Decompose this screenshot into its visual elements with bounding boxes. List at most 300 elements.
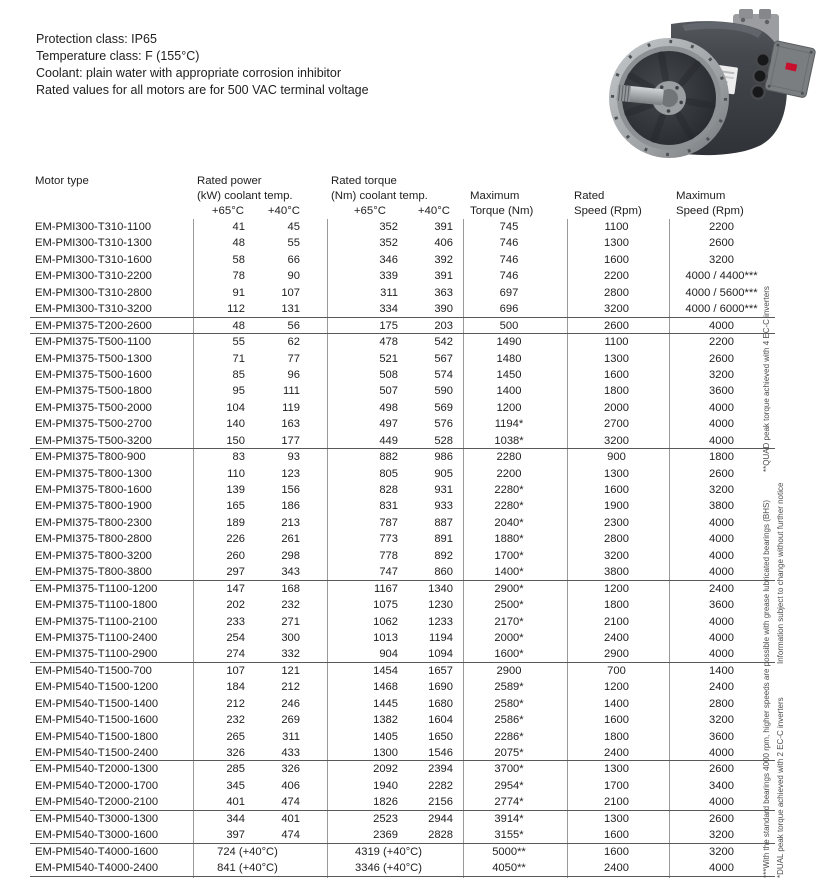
motor-type-cell: EM-PMI375-T500-3200 [35,434,152,447]
table-row [30,531,775,547]
max-speed-cell: 3200 [709,714,734,727]
max-torque-cell: 3700* [494,763,524,776]
rated-speed-cell: 2400 [604,747,629,759]
rated-power-65-cell: 139 [226,484,245,496]
motor-type-cell: EM-PMI375-T1100-1200 [35,582,158,595]
rated-torque-40-cell: 1604 [428,714,453,727]
rated-torque-40-cell: 891 [434,533,453,546]
rated-speed-cell: 2600 [604,319,629,332]
rated-power-40-cell: 212 [281,681,300,694]
rated-power-65-cell: 233 [226,615,245,628]
rated-power-40-cell: 474 [281,829,300,842]
col-header-torque-40: +40°C [417,205,450,217]
rated-torque-65-cell: 1075 [373,599,398,612]
max-speed-cell: 4000 [709,434,734,447]
rated-power-65-cell: 147 [226,582,245,595]
rated-power-65-cell: 297 [226,566,245,579]
rated-torque-40-cell: 1690 [428,681,453,694]
rated-torque-65-cell: 449 [379,434,398,447]
rated-power-40-cell: 186 [281,500,300,513]
max-torque-cell: 500 [499,319,519,332]
rated-power-65-cell: 401 [226,796,245,809]
motor-type-cell: EM-PMI300-T310-3200 [35,303,152,316]
rated-power-40-cell: 131 [281,303,300,316]
rated-power-65-cell: 112 [227,303,245,316]
max-torque-cell: 2200 [496,467,522,480]
max-speed-cell: 2600 [709,763,734,776]
rated-power-40-cell: 168 [281,582,300,595]
table-row [30,285,775,301]
motor-type-cell: EM-PMI540-T3000-1600 [35,829,159,842]
rated-torque-40-cell: 933 [434,500,453,513]
max-torque-cell: 4050** [492,862,526,875]
max-torque-cell: 2286* [494,730,524,743]
max-speed-cell: 4000 [709,796,734,809]
max-torque-cell: 1400 [496,385,522,398]
rated-torque-65-cell: 1468 [373,681,398,694]
table-row [30,383,775,399]
rated-speed-cell: 1200 [604,582,629,595]
table-row [30,729,775,745]
rated-power-65-cell: 397 [226,829,245,842]
table-row [30,811,775,827]
max-speed-cell: 4000 [709,418,734,431]
rated-power-40-cell: 271 [281,615,300,628]
table-row [30,466,775,482]
col-header-max-torque-1: Maximum [470,190,520,202]
max-speed-cell: 2800 [709,697,734,710]
max-speed-cell: 4000 [709,319,734,332]
rated-power-65-cell: 71 [232,352,245,365]
rated-power-40-cell: 246 [281,697,300,710]
rated-power-40-cell: 107 [281,286,300,299]
motor-type-cell: EM-PMI540-T2000-1700 [35,779,159,792]
rated-torque-merged-cell: 4319 (+40°C) [355,845,422,858]
rated-speed-cell: 1700 [604,779,629,792]
rated-torque-65-cell: 497 [379,418,398,431]
rated-power-65-cell: 78 [232,270,245,283]
motor-type-cell: EM-PMI375-T200-2600 [35,319,152,332]
motor-type-cell: EM-PMI375-T500-1600 [35,368,152,381]
rated-power-40-cell: 343 [281,566,300,579]
rated-power-65-cell: 184 [226,681,245,694]
rated-torque-40-cell: 986 [434,451,453,464]
rated-torque-40-cell: 574 [434,368,453,381]
rated-torque-65-cell: 828 [379,484,398,496]
rated-speed-cell: 2200 [604,270,629,283]
max-speed-cell: 4000 [709,566,734,579]
rated-torque-65-cell: 175 [379,319,398,332]
max-speed-cell: 3600 [709,599,734,612]
rated-torque-65-cell: 2092 [373,763,398,776]
motor-type-cell: EM-PMI375-T800-2300 [35,516,152,529]
rated-speed-cell: 1600 [604,484,629,496]
max-torque-cell: 1600* [494,648,524,661]
rated-power-40-cell: 406 [281,779,300,792]
rated-torque-65-cell: 334 [379,303,398,316]
table-row [30,761,775,777]
max-speed-cell: 2600 [709,467,734,480]
motor-type-cell: EM-PMI375-T500-2000 [35,401,152,414]
motor-type-cell: EM-PMI300-T310-1600 [35,253,152,266]
rated-speed-cell: 1600 [604,714,629,727]
max-speed-cell: 4000 / 5600*** [685,286,758,299]
max-torque-cell: 697 [499,286,519,299]
rated-speed-cell: 1200 [604,681,629,694]
footnote-bearings: ***With the standard bearings 4000 rpm, higher speeds are possible with grease lubricated bearings (BHS) [762,500,771,878]
rated-torque-65-cell: 1445 [373,697,398,710]
max-speed-cell: 4000 [709,615,734,628]
table-row [30,844,775,860]
rated-torque-65-cell: 498 [379,401,398,414]
col-header-torque-unit: (Nm) coolant temp. [331,190,428,202]
rated-torque-40-cell: 391 [434,221,453,233]
rated-power-40-cell: 111 [282,385,300,398]
motor-type-cell: EM-PMI540-T1500-700 [35,664,152,677]
col-header-power-40: +40°C [267,205,300,217]
rated-speed-cell: 1300 [604,352,629,365]
max-torque-cell: 2280* [494,484,524,496]
max-speed-cell: 2600 [709,812,734,825]
motor-type-cell: EM-PMI375-T1100-2100 [35,615,158,628]
motor-type-cell: EM-PMI300-T310-2800 [35,286,152,299]
rated-torque-65-cell: 1382 [373,714,398,727]
rated-torque-40-cell: 1680 [428,697,453,710]
rated-power-65-cell: 91 [232,286,245,299]
motor-type-cell: EM-PMI375-T800-1900 [35,500,152,513]
table-body [30,219,775,877]
max-speed-cell: 4000 [709,516,734,529]
max-torque-cell: 2075* [494,747,524,759]
motor-type-cell: EM-PMI540-T1500-1400 [35,697,159,710]
max-torque-cell: 2280* [494,500,524,513]
rated-torque-40-cell: 2828 [428,829,453,842]
rated-power-65-cell: 326 [226,747,245,759]
rated-torque-40-cell: 905 [434,467,453,480]
rated-torque-40-cell: 590 [434,385,453,398]
rated-power-65-cell: 107 [226,664,245,677]
table-row [30,482,775,498]
rated-torque-40-cell: 1194 [428,631,453,644]
max-speed-cell: 3600 [709,385,734,398]
rated-torque-40-cell: 390 [434,303,453,316]
table-row [30,548,775,564]
rated-power-65-cell: 48 [232,319,245,332]
table-row [30,416,775,432]
max-torque-cell: 2040* [494,516,524,529]
rated-torque-65-cell: 1013 [373,631,398,644]
max-torque-cell: 2900 [496,664,522,677]
rated-torque-65-cell: 311 [380,286,398,299]
col-header-power-unit: (kW) coolant temp. [197,190,293,202]
table-row [30,235,775,251]
table-row [30,367,775,383]
motor-type-cell: EM-PMI375-T800-900 [35,451,146,464]
max-speed-cell: 1800 [709,451,734,464]
rated-power-40-cell: 326 [281,763,300,776]
rated-power-65-cell: 254 [226,631,245,644]
col-header-power-65: +65°C [211,205,244,217]
motor-type-cell: EM-PMI540-T2000-2100 [35,796,159,809]
rated-torque-40-cell: 2282 [428,779,453,792]
rated-power-40-cell: 269 [281,714,300,727]
table-row [30,564,775,580]
motor-type-cell: EM-PMI375-T800-3800 [35,566,152,579]
rated-torque-40-cell: 567 [434,352,453,365]
rated-torque-65-cell: 1405 [373,730,398,743]
rated-speed-cell: 2800 [604,286,629,299]
col-header-rated-torque: Rated torque [331,175,397,187]
max-speed-cell: 4000 [709,533,734,546]
rated-torque-40-cell: 2944 [428,812,453,825]
rated-power-40-cell: 232 [281,599,300,612]
rated-power-65-cell: 344 [226,812,245,825]
rated-torque-40-cell: 528 [434,434,453,447]
rated-speed-cell: 1300 [604,237,629,250]
rated-power-40-cell: 311 [282,730,300,743]
max-speed-cell: 1400 [709,664,734,677]
rated-torque-40-cell: 1233 [428,615,453,628]
rated-torque-40-cell: 2394 [428,763,453,776]
rated-speed-cell: 1800 [604,599,629,612]
table-row [30,400,775,416]
rated-speed-cell: 1100 [604,221,629,233]
rated-torque-65-cell: 882 [379,451,398,464]
rated-power-40-cell: 55 [287,237,300,250]
rated-power-65-cell: 260 [226,549,245,562]
rated-power-40-cell: 96 [287,368,300,381]
motor-type-cell: EM-PMI300-T310-1100 [35,221,152,233]
spec-summary [36,31,369,99]
rated-torque-65-cell: 1454 [373,664,398,677]
rated-power-65-cell: 85 [232,368,245,381]
rated-torque-40-cell: 1094 [428,648,453,661]
rated-power-40-cell: 163 [281,418,300,431]
temperature-class-line: Temperature class: F (155°C) [36,49,200,63]
max-speed-cell: 4000 / 6000*** [685,303,758,316]
rated-power-40-cell: 45 [287,221,300,233]
motor-type-cell: EM-PMI540-T4000-2400 [35,862,159,875]
max-torque-cell: 1200 [496,401,522,414]
rated-values-line: Rated values for all motors are for 500 VAC terminal voltage [36,83,369,97]
max-speed-cell: 2200 [709,336,734,349]
table-row [30,252,775,268]
motor-type-cell: EM-PMI540-T4000-1600 [35,845,159,858]
max-speed-cell: 4000 [709,631,734,644]
max-speed-cell: 4000 [709,648,734,661]
rated-power-40-cell: 401 [281,812,300,825]
max-torque-cell: 1450 [496,368,522,381]
max-speed-cell: 2600 [709,237,734,250]
rated-power-65-cell: 95 [232,385,245,398]
motor-type-cell: EM-PMI375-T800-2800 [35,533,152,546]
rated-power-40-cell: 93 [287,451,300,464]
motor-type-cell: EM-PMI375-T500-1300 [35,352,152,365]
rated-power-40-cell: 121 [281,664,300,677]
max-speed-cell: 4000 [709,862,734,875]
rated-power-40-cell: 300 [281,631,300,644]
max-speed-cell: 3800 [709,500,734,513]
rated-power-40-cell: 177 [281,434,300,447]
rated-power-40-cell: 474 [281,796,300,809]
rated-torque-40-cell: 391 [434,270,453,283]
max-speed-cell: 3200 [709,368,734,381]
motor-type-cell: EM-PMI300-T310-1300 [35,237,152,250]
rated-speed-cell: 2100 [604,796,629,809]
rated-torque-65-cell: 1167 [373,582,398,595]
rated-speed-cell: 1300 [604,812,629,825]
max-torque-cell: 696 [499,303,519,316]
col-header-torque-65: +65°C [353,205,386,217]
rated-power-40-cell: 119 [282,401,300,414]
table-row [30,515,775,531]
table-row [30,860,775,876]
rated-speed-cell: 700 [607,664,626,677]
rated-torque-65-cell: 507 [379,385,398,398]
rated-torque-merged-cell: 3346 (+40°C) [355,862,422,875]
table-row [30,696,775,712]
max-torque-cell: 1038* [494,434,524,447]
max-torque-cell: 1880* [494,533,524,546]
max-speed-cell: 3200 [709,829,734,842]
max-torque-cell: 746 [499,270,519,283]
motor-type-cell: EM-PMI375-T1100-1800 [35,599,158,612]
motor-type-cell: EM-PMI540-T1500-2400 [35,747,159,759]
rated-torque-40-cell: 1230 [428,599,453,612]
max-speed-cell: 3400 [709,779,734,792]
protection-class-line: Protection class: IP65 [36,32,157,46]
max-speed-cell: 2600 [709,352,734,365]
rated-torque-65-cell: 478 [379,336,398,349]
rated-power-40-cell: 62 [287,336,300,349]
rated-power-40-cell: 77 [287,352,300,365]
table-row [30,712,775,728]
rated-power-65-cell: 55 [232,336,245,349]
rated-torque-40-cell: 576 [434,418,453,431]
rated-torque-40-cell: 203 [434,319,453,332]
max-torque-cell: 1194* [494,418,524,431]
max-torque-cell: 1490 [496,336,522,349]
col-header-motor-type: Motor type [35,175,89,187]
rated-speed-cell: 900 [607,451,626,464]
rated-speed-cell: 1800 [604,385,629,398]
rated-torque-65-cell: 521 [379,352,398,365]
max-speed-cell: 4000 [709,747,734,759]
table-row [30,433,775,449]
max-torque-cell: 2774* [494,796,524,809]
rated-power-65-cell: 110 [227,467,245,480]
table-row [30,745,775,761]
max-torque-cell: 3155* [494,829,524,842]
rated-torque-65-cell: 339 [379,270,398,283]
max-speed-cell: 4000 [709,549,734,562]
rated-power-65-cell: 202 [226,599,245,612]
max-torque-cell: 746 [499,253,519,266]
table-row [30,630,775,646]
rated-power-65-cell: 150 [226,434,245,447]
table-row [30,301,775,317]
rated-speed-cell: 2900 [604,648,629,661]
table-row [30,498,775,514]
table-row [30,646,775,662]
rated-power-65-cell: 140 [226,418,245,431]
rated-torque-65-cell: 352 [379,237,398,250]
rated-power-40-cell: 123 [281,467,300,480]
rated-speed-cell: 3800 [604,566,629,579]
motor-type-cell: EM-PMI540-T1500-1200 [35,681,159,694]
table-row [30,827,775,843]
rated-torque-65-cell: 778 [379,549,398,562]
rated-torque-65-cell: 352 [379,221,398,233]
max-torque-cell: 746 [499,237,519,250]
motor-type-cell: EM-PMI540-T2000-1300 [35,763,159,776]
rated-torque-40-cell: 887 [434,516,453,529]
max-torque-cell: 1700* [494,549,524,562]
max-speed-cell: 4000 [709,401,734,414]
rated-power-40-cell: 298 [281,549,300,562]
rated-power-65-cell: 345 [226,779,245,792]
table-row [30,581,775,597]
max-torque-cell: 1480 [496,352,522,365]
rated-speed-cell: 1100 [604,336,629,349]
rated-speed-cell: 1300 [604,763,629,776]
max-torque-cell: 2000* [494,631,524,644]
max-torque-cell: 3914* [494,812,524,825]
rated-torque-65-cell: 508 [379,368,398,381]
motor-type-cell: EM-PMI375-T500-1100 [35,336,152,349]
col-header-rated-speed-1: Rated [574,190,605,202]
rated-power-65-cell: 83 [232,451,245,464]
motor-type-cell: EM-PMI375-T800-1300 [35,467,152,480]
motor-type-cell: EM-PMI300-T310-2200 [35,270,152,283]
rated-power-65-cell: 58 [232,253,245,266]
rated-torque-65-cell: 1826 [373,796,398,809]
coolant-line: Coolant: plain water with appropriate corrosion inhibitor [36,66,342,80]
rated-speed-cell: 3200 [604,434,629,447]
table-row [30,679,775,695]
rated-speed-cell: 1600 [604,368,629,381]
rated-power-65-cell: 165 [226,500,245,513]
rated-torque-65-cell: 346 [379,253,398,266]
rated-power-65-cell: 226 [226,533,245,546]
rated-power-40-cell: 56 [287,319,300,332]
table-row [30,778,775,794]
motor-type-cell: EM-PMI540-T3000-1300 [35,812,159,825]
max-torque-cell: 2589* [494,681,524,694]
rated-speed-cell: 3200 [604,303,629,316]
rated-torque-65-cell: 1940 [373,779,398,792]
rated-power-65-cell: 212 [226,697,245,710]
col-header-max-speed-2: Speed (Rpm) [676,205,744,217]
rated-torque-40-cell: 569 [434,401,453,414]
rated-power-40-cell: 90 [287,270,300,283]
motor-photo [597,8,822,166]
rated-torque-40-cell: 1657 [428,664,453,677]
max-speed-cell: 2400 [709,582,734,595]
rated-power-40-cell: 66 [287,253,300,266]
rated-speed-cell: 2400 [604,631,629,644]
rated-power-65-cell: 48 [232,237,245,250]
table-row [30,219,775,235]
max-speed-cell: 4000 / 4400*** [685,270,758,283]
motor-type-cell: EM-PMI375-T800-3200 [35,549,152,562]
rated-speed-cell: 1600 [604,829,629,842]
max-speed-cell: 3200 [709,253,734,266]
footnote-info: Information subject to change without further notice [776,482,785,664]
rated-torque-65-cell: 1062 [373,615,398,628]
rated-power-40-cell: 213 [281,516,300,529]
table-row [30,334,775,350]
